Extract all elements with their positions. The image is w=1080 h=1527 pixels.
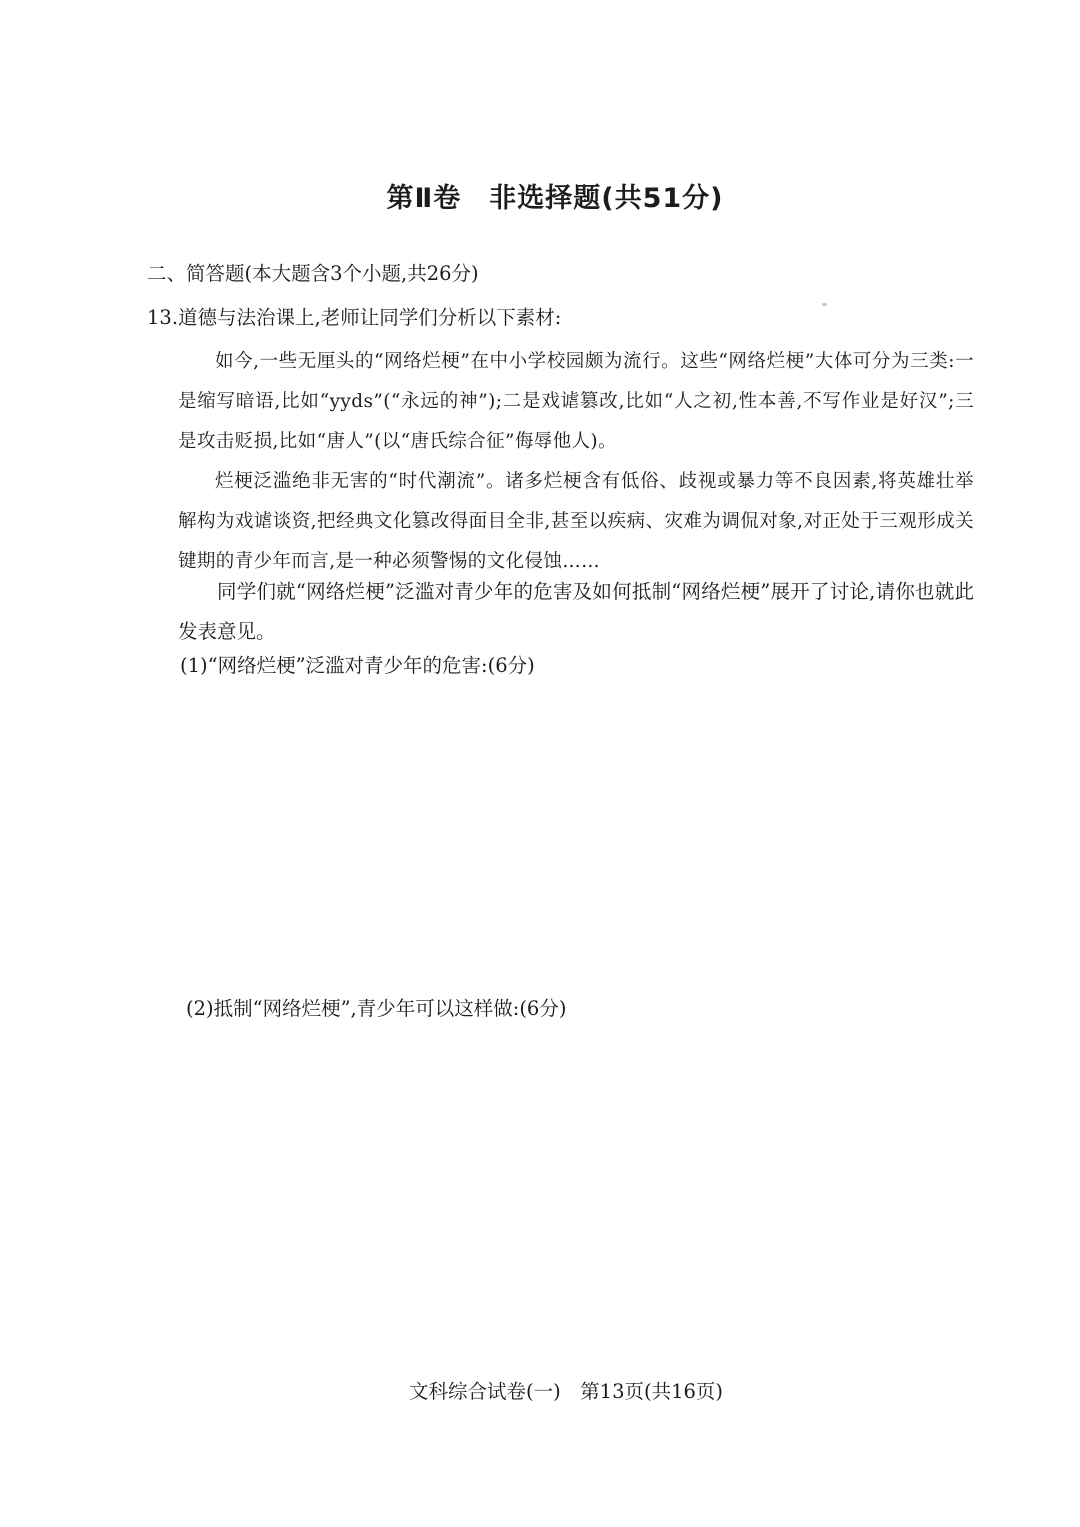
page-footer: 文科综合试卷(一) 第13页(共16页)	[408, 1380, 724, 1403]
answer-area-1[interactable]	[178, 690, 974, 980]
sub-question-1: (1)“网络烂梗”泛滥对青少年的危害:(6分)	[180, 654, 535, 677]
prompt-paragraph: 同学们就“网络烂梗”泛滥对青少年的危害及如何抵制“网络烂梗”展开了讨论,请你也就此发表意见。	[178, 580, 974, 643]
scan-speck	[822, 303, 827, 306]
answer-area-2[interactable]	[178, 1035, 974, 1355]
material-paragraph: 烂梗泛滥绝非无害的“时代潮流”。诸多烂梗含有低俗、歧视或暴力等不良因素,将英雄壮举解构为戏谑谈资,把经典文化篡改得面目全非,甚至以疾病、灾难为调侃对象,对正处于三观形成关键期的青少年而言,是一种必须警惕的文化侵蚀……	[178, 471, 974, 572]
sub-question-2: (2)抵制“网络烂梗”,青少年可以这样做:(6分)	[186, 997, 567, 1020]
section-heading: 二、简答题(本大题含3个小题,共26分)	[147, 262, 479, 285]
part-title: 第Ⅱ卷 非选择题(共51分)	[386, 183, 724, 214]
material-paragraph: 如今,一些无厘头的“网络烂梗”在中小学校园颇为流行。这些“网络烂梗”大体可分为三类:一是缩写暗语,比如“yyds”(“永远的神”);二是戏谑篡改,比如“人之初,性本善,不写作业是好汉”;三是攻击贬损,比如“唐人”(以“唐氏综合征”侮辱他人)。	[178, 351, 974, 452]
question-13-material	[178, 342, 974, 582]
question-13-stem: 13.道德与法治课上,老师让同学们分析以下素材:	[147, 306, 562, 329]
question-13-prompt	[178, 572, 974, 652]
